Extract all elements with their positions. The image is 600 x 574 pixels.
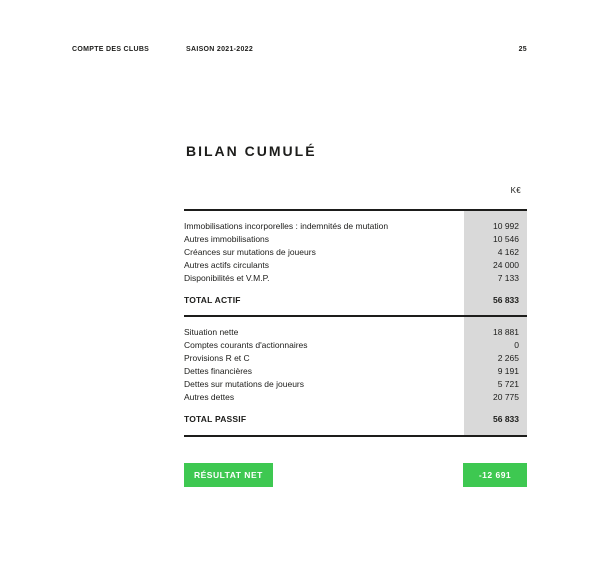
table-row <box>184 272 527 285</box>
row-value: 5 721 <box>497 379 519 389</box>
row-label: Autres dettes <box>184 392 235 402</box>
row-label: Provisions R et C <box>184 353 250 363</box>
unit-label: K€ <box>510 186 521 195</box>
total-value: 56 833 <box>493 414 519 424</box>
row-value: 20 775 <box>493 392 519 402</box>
table-body <box>184 209 527 437</box>
running-header <box>0 46 600 56</box>
row-label: Comptes courants d'actionnaires <box>184 340 308 350</box>
row-label: Autres actifs circulants <box>184 260 270 270</box>
row-value: 9 191 <box>497 366 519 376</box>
header-doc-title: COMPTE DES CLUBS <box>72 46 150 53</box>
table-row <box>184 220 527 233</box>
total-passif-row <box>184 413 527 426</box>
page-title: BILAN CUMULÉ <box>186 143 317 159</box>
table-row <box>184 391 527 404</box>
row-label: Immobilisations incorporelles : indemnités de mutation <box>184 221 389 231</box>
passif-section <box>184 315 527 435</box>
result-label-badge: RÉSULTAT NET <box>184 463 273 487</box>
total-actif-row <box>184 294 527 307</box>
table-row <box>184 246 527 259</box>
table-row <box>184 259 527 272</box>
row-value: 10 992 <box>493 221 519 231</box>
row-value: 10 546 <box>493 234 519 244</box>
row-value: 2 265 <box>497 353 519 363</box>
total-value: 56 833 <box>493 295 519 305</box>
table-row <box>184 378 527 391</box>
row-label: Situation nette <box>184 327 239 337</box>
row-label: Disponibilités et V.M.P. <box>184 273 270 283</box>
row-label: Dettes financières <box>184 366 253 376</box>
balance-sheet-table <box>184 185 527 437</box>
page-number: 25 <box>518 46 527 53</box>
table-row <box>184 326 527 339</box>
row-value: 24 000 <box>493 260 519 270</box>
actif-section <box>184 209 527 315</box>
row-label: Créances sur mutations de joueurs <box>184 247 316 257</box>
row-value: 18 881 <box>493 327 519 337</box>
result-net-row <box>184 463 527 487</box>
table-row <box>184 365 527 378</box>
table-row <box>184 339 527 352</box>
total-label: TOTAL ACTIF <box>184 295 241 305</box>
row-label: Dettes sur mutations de joueurs <box>184 379 305 389</box>
header-season: SAISON 2021-2022 <box>186 46 254 53</box>
row-value: 0 <box>514 340 519 350</box>
table-row <box>184 352 527 365</box>
result-value-badge: -12 691 <box>463 463 527 487</box>
table-row <box>184 233 527 246</box>
row-label: Autres immobilisations <box>184 234 270 244</box>
row-value: 4 162 <box>497 247 519 257</box>
total-label: TOTAL PASSIF <box>184 414 247 424</box>
row-value: 7 133 <box>497 273 519 283</box>
